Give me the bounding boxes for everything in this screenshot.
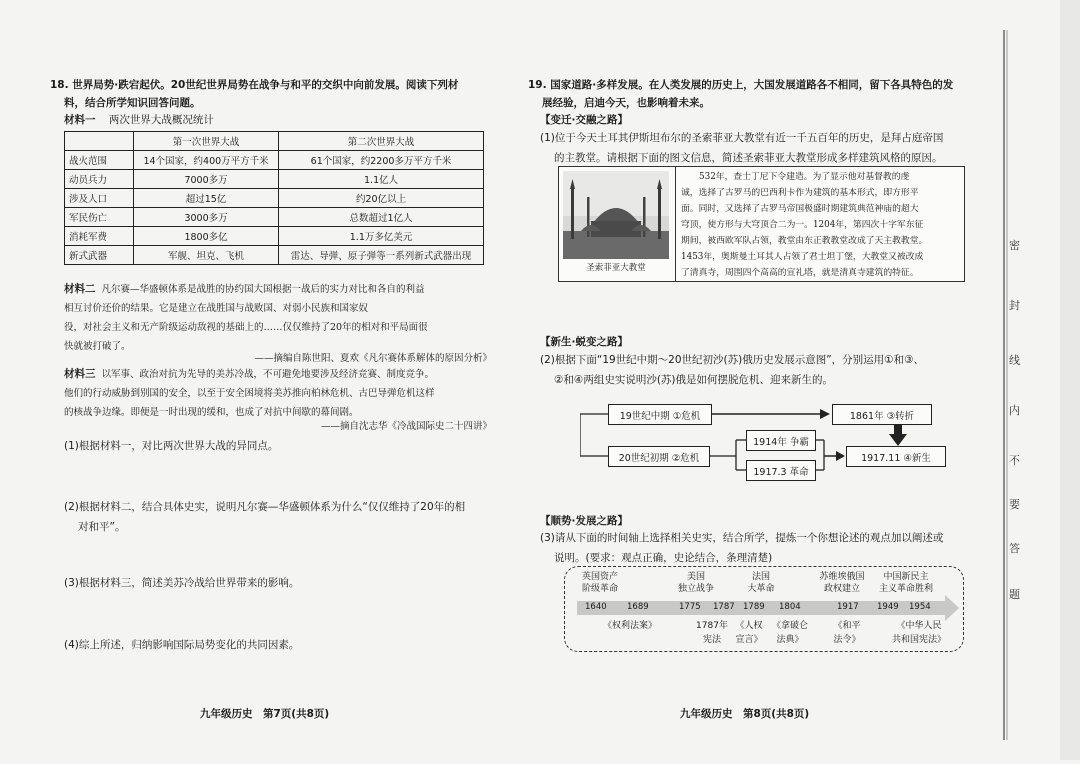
timeline-document bbox=[731, 619, 767, 647]
timeline-event-line: 美国 bbox=[686, 572, 705, 582]
timeline-event-line: 政权建立 bbox=[823, 584, 860, 594]
timeline-year: 1804 bbox=[779, 602, 801, 612]
seal-line-char: 不 bbox=[1009, 454, 1020, 467]
material1-label: 材料一 bbox=[64, 114, 96, 126]
q19-intro-line1: 19. 国家道路·多样发展。在人类发展的历史上，大国发展道路各不相同，留下各具特色的发 bbox=[528, 79, 954, 91]
material3-line: 他们的行动威胁到别国的安全，以至于安全困境将美苏推向柏林危机、古巴导弹危机这样 bbox=[64, 388, 435, 399]
timeline-year: 1689 bbox=[627, 602, 649, 612]
page-7 bbox=[0, 0, 520, 760]
q19-sub1 bbox=[540, 128, 995, 168]
table-row bbox=[65, 208, 484, 227]
timeline-event bbox=[671, 571, 721, 595]
material2-line: 快就被打破了。 bbox=[64, 341, 131, 352]
table-cell: 3000多万 bbox=[134, 208, 279, 227]
table-row bbox=[65, 151, 484, 170]
table-cell: 战火范围 bbox=[65, 151, 134, 170]
timeline-document bbox=[595, 619, 665, 633]
table-cell: 7000多万 bbox=[134, 170, 279, 189]
seal-line-strip bbox=[1000, 0, 1080, 760]
timeline-event-line: 法国 bbox=[751, 572, 770, 582]
timeline-event-line: 英国资产 bbox=[581, 572, 618, 582]
timeline-document bbox=[765, 619, 815, 647]
q19-sub1-line2: 的主教堂。请根据下面的图文信息，简述圣索菲亚大教堂形成多样建筑风格的原因。 bbox=[554, 152, 943, 164]
timeline-document bbox=[693, 619, 731, 647]
table-cell: 新式武器 bbox=[65, 246, 134, 265]
hagia-sophia-text bbox=[681, 169, 963, 281]
timeline-event bbox=[741, 571, 781, 595]
material3-text: 以军事、政治对抗为先导的美苏冷战，不可避免地要涉及经济竞赛、制度竞争。 bbox=[101, 369, 435, 380]
seal-line-char: 题 bbox=[1009, 588, 1020, 601]
hagia-sophia-image bbox=[563, 171, 669, 259]
timeline-document bbox=[827, 619, 867, 647]
material2-label: 材料二 bbox=[64, 283, 96, 295]
material3-source: ——摘自沈志华《冷战国际史二十四讲》 bbox=[320, 421, 492, 432]
timeline-event bbox=[575, 571, 625, 595]
material3 bbox=[64, 365, 492, 422]
seal-line-char: 答 bbox=[1009, 542, 1020, 555]
timeline-event-line: 苏维埃俄国 bbox=[819, 572, 865, 582]
table-row bbox=[65, 246, 484, 265]
q19-intro bbox=[528, 76, 988, 112]
timeline-event bbox=[813, 571, 871, 595]
timeline-year: 1954 bbox=[909, 602, 931, 612]
timeline-year: 1789 bbox=[743, 602, 765, 612]
diagram-node: 1861年 ③转折 bbox=[832, 404, 932, 425]
timeline-event-line: 中国新民主 bbox=[883, 572, 929, 582]
timeline-doc-line: 宣言》 bbox=[735, 635, 763, 645]
q18-sub2-line2: 对和平”。 bbox=[78, 521, 126, 533]
q19-sub2-line1: (2)根据下面“19世纪中期～20世纪初沙(苏)俄历史发展示意图”，分别运用①和③、 bbox=[540, 354, 924, 366]
infobox-line: 了清真寺，周围四个高高的宣礼塔，就是清真寺建筑的特征。 bbox=[681, 268, 919, 278]
table-cell: 1.1万多亿美元 bbox=[279, 227, 484, 246]
q19-intro-line2: 展经验，启迪今天，也影响着未来。 bbox=[542, 97, 710, 109]
table-row bbox=[65, 227, 484, 246]
table-header-row bbox=[65, 132, 484, 151]
infobox-line: 期间，被西欧军队占领，教堂由东正教教堂改成了天主教教堂。 bbox=[681, 236, 928, 246]
timeline-doc-line: 《和平 bbox=[833, 621, 861, 631]
diagram-node: 1917.11 ④新生 bbox=[846, 446, 946, 467]
timeline-doc-line: 宪法 bbox=[702, 635, 721, 645]
timeline-doc-line: 法令》 bbox=[833, 635, 861, 645]
material2-line: 相互讨价还价的结果。它是建立在战胜国与战败国、对弱小民族和国家奴 bbox=[64, 303, 369, 314]
infobox-line: 穹顶，使方形与大穹顶合二为一。1204年，第四次十字军东征 bbox=[681, 220, 924, 230]
q18-sub2-line1: (2)根据材料二，结合具体史实，说明凡尔赛—华盛顿体系为什么“仅仅维持了20年的相 bbox=[64, 501, 466, 513]
material2-line bbox=[64, 280, 492, 299]
mosque-illustration bbox=[563, 171, 669, 259]
table-cell: 消耗军费 bbox=[65, 227, 134, 246]
image-caption: 圣索菲亚大教堂 bbox=[586, 263, 646, 273]
material3-line: 的核战争边缘。即便是一时出现的缓和，也成了对抗中间歇的幕间剧。 bbox=[64, 407, 359, 418]
table-cell: 雷达、导弹、原子弹等一系列新式武器出现 bbox=[279, 246, 484, 265]
q19-sub2-line2: ②和④两组史实说明沙(苏)俄是如何摆脱危机、迎来新生的。 bbox=[554, 374, 834, 386]
table-cell: 军民伤亡 bbox=[65, 208, 134, 227]
table-cell: 1.1亿人 bbox=[279, 170, 484, 189]
material1-heading bbox=[64, 112, 214, 127]
timeline-doc-line: 《拿破仑 bbox=[771, 621, 808, 631]
infobox-line: 诚，选择了古罗马的巴西利卡作为建筑的基本形式，即方形平 bbox=[681, 188, 919, 198]
timeline-doc-line: 《中华人民 bbox=[896, 621, 942, 631]
diagram-node: 20世纪初期 ②危机 bbox=[608, 446, 710, 467]
diagram-node: 1917.3 革命 bbox=[746, 460, 816, 481]
q19-sub2 bbox=[540, 350, 995, 390]
table-header-cell bbox=[65, 132, 134, 151]
russia-flow-diagram bbox=[580, 396, 960, 492]
q18-sub4: (4)综上所述，归纳影响国际局势变化的共同因素。 bbox=[64, 639, 300, 651]
table-cell: 总数超过1亿人 bbox=[279, 208, 484, 227]
timeline-doc-line: 共和国宪法》 bbox=[891, 635, 946, 645]
timeline-year: 1640 bbox=[585, 602, 607, 612]
diagram-node: 1914年 争霸 bbox=[746, 430, 816, 451]
table-cell: 动员兵力 bbox=[65, 170, 134, 189]
timeline-doc-line: 《人权 bbox=[735, 621, 763, 631]
table-cell: 约20亿以上 bbox=[279, 189, 484, 208]
material3-label: 材料三 bbox=[64, 368, 96, 380]
table-row bbox=[65, 170, 484, 189]
table-cell: 涉及人口 bbox=[65, 189, 134, 208]
timeline-document bbox=[883, 619, 955, 647]
infobox-line: 1453年，奥斯曼土耳其人占领了君士坦丁堡，大教堂又被改成 bbox=[681, 252, 924, 262]
timeline-year: 1775 bbox=[679, 602, 701, 612]
material3-line bbox=[64, 365, 492, 384]
table-cell: 军舰、坦克、飞机 bbox=[134, 246, 279, 265]
seal-line-border bbox=[1000, 0, 1080, 760]
history-timeline bbox=[564, 566, 964, 652]
timeline-year: 1917 bbox=[837, 602, 859, 612]
table-cell: 14个国家，约400万平方千米 bbox=[134, 151, 279, 170]
infobox-divider bbox=[675, 167, 676, 281]
material1-title: 两次世界大战概况统计 bbox=[108, 114, 214, 126]
timeline-event-line: 阶级革命 bbox=[581, 584, 618, 594]
table-header-cell: 第一次世界大战 bbox=[134, 132, 279, 151]
q19-sub3 bbox=[540, 528, 995, 568]
war-stats-table bbox=[64, 131, 484, 265]
material2-source: ——摘编自陈世阳、夏欢《凡尔赛体系解体的原因分析》 bbox=[254, 353, 492, 364]
page-footer: 九年级历史 第7页(共8页) bbox=[200, 708, 330, 720]
q18-sub2 bbox=[64, 497, 504, 537]
material2-line: 役，对社会主义和无产阶级运动敌视的基础上的……仅仅维持了20年的相对和平局面很 bbox=[64, 322, 428, 333]
page-footer: 九年级历史 第8页(共8页) bbox=[680, 708, 810, 720]
seal-line-char: 封 bbox=[1009, 299, 1020, 312]
timeline-doc-line: 1787年 bbox=[696, 621, 728, 631]
timeline-event-line: 主义革命胜利 bbox=[878, 584, 933, 594]
table-cell: 1800多亿 bbox=[134, 227, 279, 246]
material2-text: 凡尔赛—华盛顿体系是战胜的协约国大国根据一战后的实力对比和各自的利益 bbox=[101, 284, 425, 295]
q18-intro-line2: 料，结合所学知识回答问题。 bbox=[64, 97, 201, 109]
seal-line-char: 密 bbox=[1009, 239, 1020, 252]
timeline-event bbox=[871, 571, 941, 595]
q19-sub1-line1: (1)位于今天土耳其伊斯坦布尔的圣索菲亚大教堂有近一千五百年的历史，是拜占庭帝国 bbox=[540, 132, 944, 144]
infobox-line: 532年，查士丁尼下令建造。为了显示他对基督教的虔 bbox=[699, 172, 910, 182]
q18-sub1: (1)根据材料一，对比两次世界大战的异同点。 bbox=[64, 440, 279, 452]
table-header-cell: 第二次世界大战 bbox=[279, 132, 484, 151]
timeline-event-line: 独立战争 bbox=[677, 584, 714, 594]
q18-sub3: (3)根据材料三，简述美苏冷战给世界带来的影响。 bbox=[64, 577, 300, 589]
material2 bbox=[64, 280, 492, 356]
timeline-doc-line: 《权利法案》 bbox=[602, 621, 657, 631]
timeline-doc-line: 法典》 bbox=[776, 635, 804, 645]
q18-intro bbox=[50, 76, 510, 112]
hagia-sophia-infobox bbox=[558, 166, 965, 282]
page-8 bbox=[520, 0, 995, 760]
table-cell: 超过15亿 bbox=[134, 189, 279, 208]
table-cell: 61个国家，约2200多万平方千米 bbox=[279, 151, 484, 170]
infobox-line: 面。同时，又选择了古罗马帝国极盛时期建筑典范神庙的超大 bbox=[681, 204, 919, 214]
section-title: 【新生·蜕变之路】 bbox=[540, 336, 628, 348]
seal-line-char: 线 bbox=[1009, 354, 1020, 367]
timeline-year: 1787 bbox=[713, 602, 735, 612]
q19-sub3-line2: 说明。(要求：观点正确，史论结合，条理清楚) bbox=[554, 552, 773, 564]
seal-line-char: 要 bbox=[1009, 498, 1020, 511]
section-title: 【顺势·发展之路】 bbox=[540, 515, 628, 527]
section-title: 【变迁·交融之路】 bbox=[540, 114, 628, 126]
diagram-node: 19世纪中期 ①危机 bbox=[608, 404, 712, 425]
seal-line-char: 内 bbox=[1009, 404, 1020, 417]
q19-sub3-line1: (3)请从下面的时间轴上选择相关史实，结合所学，提炼一个你想论述的观点加以阐述或 bbox=[540, 532, 944, 544]
table-row bbox=[65, 189, 484, 208]
timeline-year: 1949 bbox=[877, 602, 899, 612]
q18-intro-line1: 18. 世界局势·跌宕起伏。20世纪世界局势在战争与和平的交织中向前发展。阅读下列材 bbox=[50, 79, 459, 91]
timeline-event-line: 大革命 bbox=[747, 584, 775, 594]
